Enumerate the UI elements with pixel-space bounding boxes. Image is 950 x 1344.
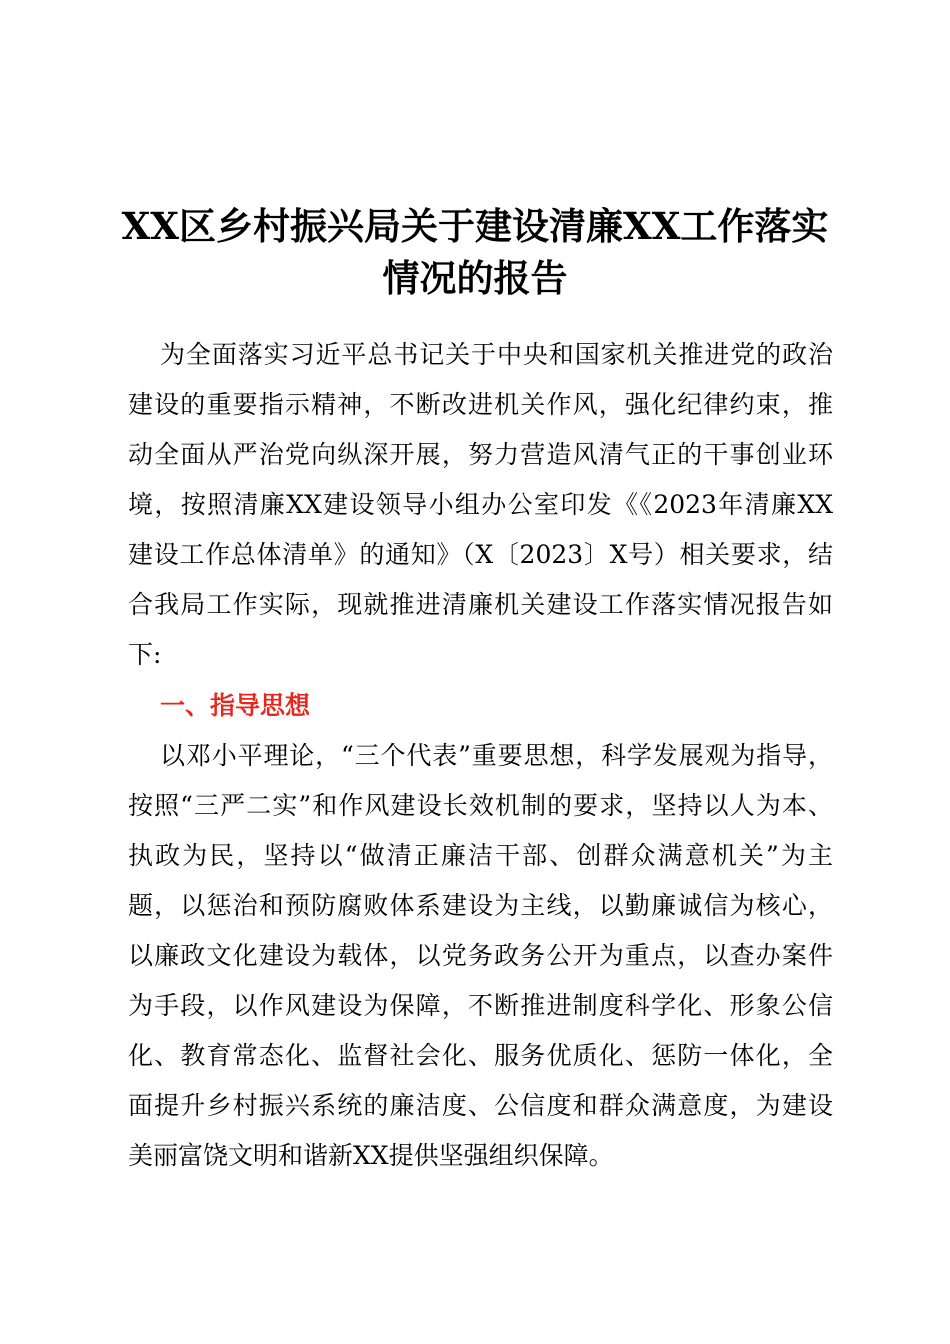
intro-paragraph-line: 为全面落实习近平总书记关于中央和国家机关推进党的政治	[160, 340, 833, 369]
section-paragraph-line: 面提升乡村振兴系统的廉洁度、公信度和群众满意度，为建设	[128, 1091, 833, 1120]
intro-paragraph-line: 建设的重要指示精神，不断改进机关作风，强化纪律约束，推	[128, 390, 833, 419]
intro-paragraph-line: 动全面从严治党向纵深开展，努力营造风清气正的干事创业环	[128, 440, 833, 469]
document-title-line-1: XX区乡村振兴局关于建设清廉XX工作落实	[121, 204, 829, 248]
intro-paragraph-line: 建设工作总体清单》的通知》（X〔2023〕X号）相关要求，结	[128, 540, 833, 569]
intro-paragraph-line: 下:	[128, 640, 162, 669]
section-paragraph-line: 以邓小平理论，“三个代表”重要思想，科学发展观为指导，	[160, 741, 833, 770]
intro-paragraph-line: 合我局工作实际，现就推进清廉机关建设工作落实情况报告如	[128, 590, 833, 619]
section-paragraph-line: 化、教育常态化、监督社会化、服务优质化、惩防一体化，全	[128, 1041, 833, 1070]
section-paragraph-line: 以廉政文化建设为载体，以党务政务公开为重点，以查办案件	[128, 941, 833, 970]
section-paragraph-line: 执政为民，坚持以“做清正廉洁干部、创群众满意机关”为主	[128, 841, 833, 870]
intro-paragraph-line: 境，按照清廉XX建设领导小组办公室印发《《2023年清廉XX	[128, 490, 833, 519]
section-paragraph-line: 美丽富饶文明和谐新XX提供坚强组织保障。	[128, 1141, 614, 1170]
document-title-line-2: 情况的报告	[382, 256, 568, 300]
section-heading-guiding-ideology: 一、指导思想	[160, 691, 311, 720]
section-paragraph-line: 为手段，以作风建设为保障，不断推进制度科学化、形象公信	[128, 991, 833, 1020]
section-paragraph-line: 按照“三严二实”和作风建设长效机制的要求，坚持以人为本、	[128, 791, 833, 820]
section-paragraph-line: 题，以惩治和预防腐败体系建设为主线，以勤廉诚信为核心，	[128, 891, 833, 920]
